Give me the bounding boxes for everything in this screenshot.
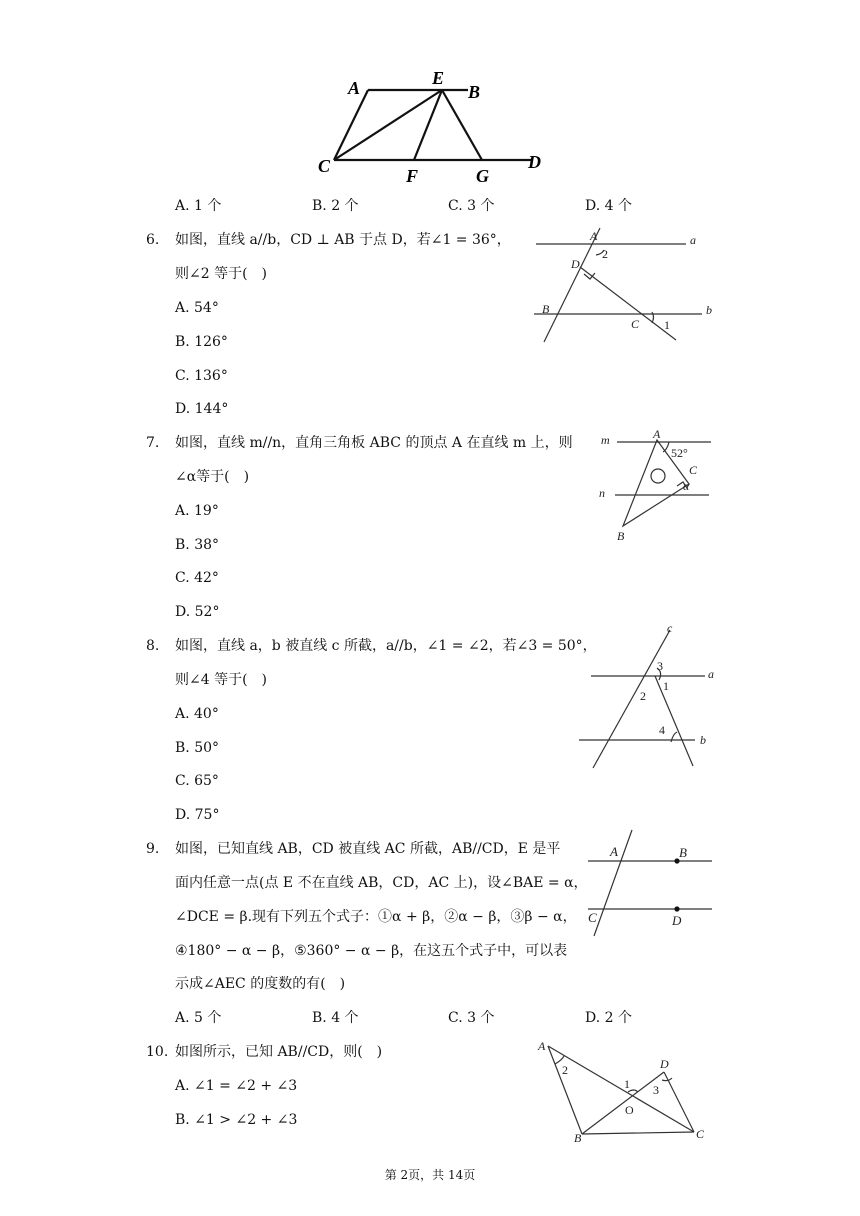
q9-point-D [674,906,679,911]
q7-label-m: m [601,433,610,447]
q8-label-3: 3 [657,659,663,673]
q7-option-a: A. 19° [175,503,219,519]
q8-label-1: 1 [663,679,669,693]
q7-stem-line1: 如图，直线 m//n，直角三角板 ABC 的顶点 A 在直线 m 上，则 [175,435,573,451]
q6-option-d: D. 144° [175,401,229,417]
q6-label-a: a [690,233,696,247]
page-footer: 第 2页，共 14页 [384,1168,476,1182]
q6-option-b: B. 126° [175,334,228,350]
q9-stem-line2: 面内任意一点(点 E 不在直线 AB，CD，AC 上)，设∠BAE = α， [175,875,588,891]
q9-option-d: D. 2 个 [585,1010,632,1026]
q5-option-a: A. 1 个 [175,198,222,214]
q6-label-1: 1 [664,318,670,332]
q9-figure [580,826,720,940]
q7-option-c: C. 42° [175,570,219,586]
q7-figure [595,424,715,546]
q6-label-B: B [542,302,550,316]
q9-stem-line3: ∠DCE = β.现有下列五个式子：①α + β，②α − β，③β − α， [175,909,577,925]
q7-label-angle: 52° [671,446,688,460]
q7-label-C: C [689,463,698,477]
fig-label-B: B [468,82,481,102]
q7-label-n: n [599,486,605,500]
q6-label-b: b [706,303,712,317]
q6-number: 6. [146,232,160,248]
q9-number: 9. [146,841,160,857]
q8-option-c: C. 65° [175,773,219,789]
q10-label-C: C [696,1127,705,1141]
q7-number: 7. [146,435,160,451]
q9-stem-line4: ④180° − α − β，⑤360° − α − β，在这五个式子中，可以表 [175,943,568,959]
q8-stem-line1: 如图，直线 a，b 被直线 c 所截，a//b，∠1 = ∠2，若∠3 = 50°， [175,638,597,654]
fig-label-G: G [476,166,489,186]
q8-label-a: a [708,667,714,681]
q7-label-A: A [653,427,661,441]
q10-stem-line1: 如图所示，已知 AB//CD，则( ) [175,1044,383,1060]
fig-label-F: F [406,166,419,186]
q7-option-b: B. 38° [175,537,220,553]
q10-label-O: O [625,1103,634,1117]
q8-label-c: c [667,621,673,635]
q10-option-a: A. ∠1 = ∠2 + ∠3 [175,1078,298,1094]
q9-option-a: A. 5 个 [175,1010,222,1026]
q10-label-B: B [574,1131,582,1145]
q10-label-3: 3 [653,1083,659,1097]
q9-label-A: A [610,844,618,859]
fig-label-D: D [528,152,541,172]
q6-stem-line2: 则∠2 等于( ) [175,266,268,282]
q8-label-4: 4 [659,723,665,737]
q8-option-d: D. 75° [175,807,220,823]
q8-option-b: B. 50° [175,740,220,756]
q7-label-B: B [617,529,625,543]
fig-label-C: C [318,156,331,176]
q10-label-A: A [538,1039,546,1053]
q6-stem-line1: 如图，直线 a//b，CD ⊥ AB 于点 D，若∠1 = 36°， [175,232,511,248]
q8-option-a: A. 40° [175,706,219,722]
q8-stem-line2: 则∠4 等于( ) [175,672,268,688]
q10-figure [534,1038,714,1146]
q6-label-A: A [590,229,598,243]
q6-option-c: C. 136° [175,368,228,384]
q9-label-C: C [588,910,597,925]
q9-stem-line5: 示成∠AEC 的度数的有( ) [175,976,346,992]
q6-option-a: A. 54° [175,300,219,316]
q6-figure [528,224,728,348]
q7-label-alpha: α [683,479,690,493]
q6-label-2: 2 [602,247,608,261]
q9-label-B: B [679,845,687,860]
q8-number: 8. [146,638,160,654]
q7-option-d: D. 52° [175,604,220,620]
q8-label-2: 2 [640,689,646,703]
q7-stem-line2: ∠α等于( ) [175,469,250,485]
q5-option-b: B. 2 个 [312,198,359,214]
q9-option-c: C. 3 个 [448,1010,495,1026]
q9-stem-line1: 如图，已知直线 AB，CD 被直线 AC 所截，AB//CD，E 是平 [175,841,561,857]
q9-option-b: B. 4 个 [312,1010,359,1026]
q10-label-2: 2 [562,1063,568,1077]
q10-label-1: 1 [624,1077,630,1091]
fig-label-E: E [432,68,445,88]
q5-option-c: C. 3 个 [448,198,495,214]
q5-option-d: D. 4 个 [585,198,632,214]
q8-figure [575,620,725,772]
q6-label-C: C [631,317,640,331]
q10-option-b: B. ∠1 > ∠2 + ∠3 [175,1112,298,1128]
q10-label-D: D [660,1057,669,1071]
q5-figure [310,68,560,188]
q6-label-D: D [571,257,580,271]
q9-label-D: D [672,913,682,928]
q8-label-b: b [700,733,706,747]
q10-number: 10. [146,1044,169,1060]
fig-label-A: A [348,78,361,98]
